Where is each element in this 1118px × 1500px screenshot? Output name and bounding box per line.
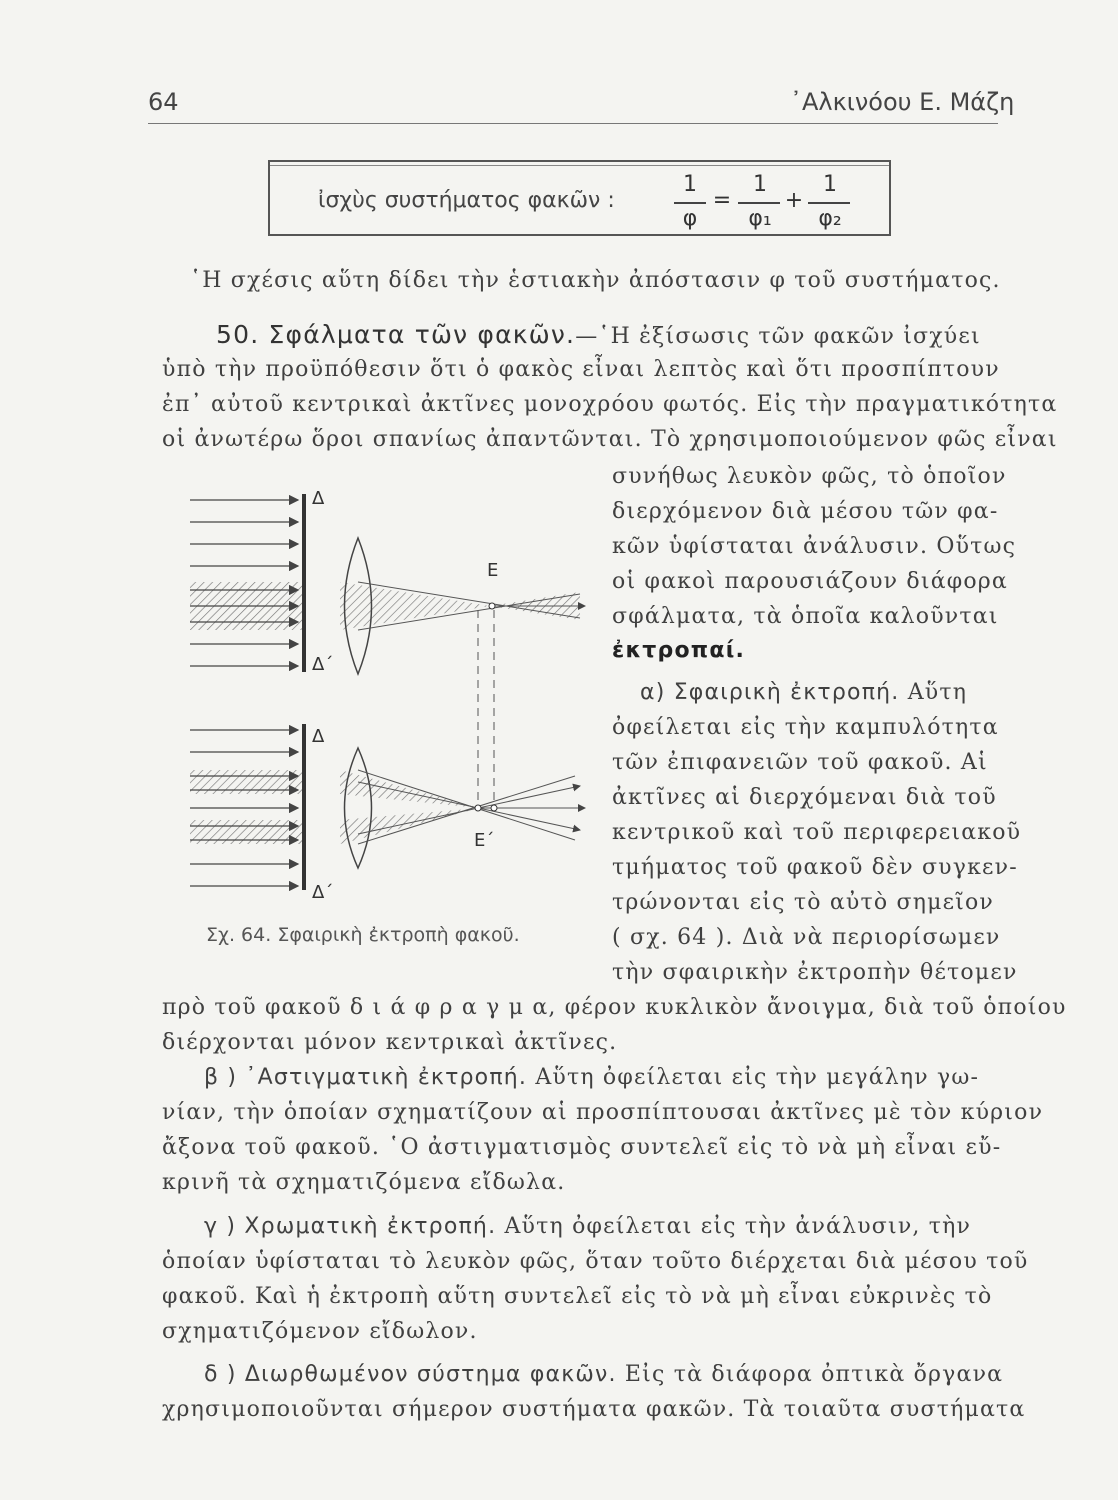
gamma-line: φακοῦ. Καὶ ἡ ἐκτροπὴ αὕτη συντελεῖ εἰς τὸ νὰ μὴ εἶναι εὐκρινὲς τὸ: [162, 1284, 993, 1309]
section-heading: 50. Σφάλματα τῶν φακῶν.: [216, 320, 576, 349]
hatched-cone: [340, 582, 490, 630]
delta-line: χρησιμοποιοῦνται σήμερον συστήματα φακῶν. Τὰ τοιαῦτα συστήματα: [162, 1397, 1026, 1422]
gamma-marker: γ ): [204, 1214, 237, 1239]
term-ektropai: ἐκτροπαί.: [612, 638, 746, 663]
label-d-bottom: Δ΄: [312, 882, 334, 903]
beta-line: νίαν, τὴν ὁποίαν σχηματίζουν αἱ προσπίπτουσαι ἀκτῖνες μὲ τὸν κύριον: [162, 1100, 1044, 1125]
section-line: ὑπὸ τὴν προϋπόθεσιν ὅτι ὁ φακὸς εἶναι λεπτὸς καὶ ὅτι προσπίπτουν: [162, 357, 1000, 382]
gamma-line: ὁποίαν ὑφίσταται τὸ λευκὸν φῶς, ὅταν τοῦτο διέρχεται διὰ μέσου τοῦ: [162, 1249, 1029, 1274]
hatched-cone: [340, 808, 480, 844]
focus-point: [489, 603, 495, 609]
label-e-prime: Ε΄: [474, 830, 495, 851]
alpha-title: Σφαιρικὴ ἐκτροπή.: [673, 680, 900, 705]
alpha-line: ὀφείλεται εἰς τὴν καμπυλότητα: [612, 715, 999, 740]
right-col-line: διερχόμενον διὰ μέσου τῶν φα-: [612, 499, 999, 524]
delta-first-line: [204, 1360, 1003, 1390]
lens-outline: [345, 748, 372, 868]
label-d-bottom: Δ΄: [312, 654, 334, 675]
formula-lhs-bar: [674, 202, 706, 204]
figure-spherical-aberration: [180, 470, 600, 920]
formula-lhs-numerator: 1: [683, 172, 697, 197]
alpha-line: τρώνονται εἰς τὸ αὐτὸ σημεῖον: [612, 890, 995, 915]
alpha-full-line: διέρχονται μόνον κεντρικαὶ ἀκτῖνες.: [162, 1030, 618, 1055]
gamma-first-line: [204, 1212, 971, 1242]
section-line: ἐπ᾽ αὐτοῦ κεντρικαὶ ἀκτῖνες μονοχρόου φωτός. Εἰς τὴν πραγματικότητα: [162, 392, 1058, 417]
gamma-first-tail: Αὕτη ὀφείλεται εἰς τὴν ἀνάλυσιν, τὴν: [504, 1214, 972, 1239]
section-heading-rest: —῾Η ἐξίσωσις τῶν φακῶν ἰσχύει: [575, 324, 981, 349]
right-col-line: κῶν ὑφίσταται ἀνάλυσιν. Οὕτως: [612, 534, 1017, 559]
bottom-diagram: [190, 724, 585, 903]
label-e: Ε: [487, 560, 499, 581]
delta-first-tail: Εἰς τὰ διάφορα ὀπτικὰ ὄργανα: [624, 1362, 1004, 1387]
page-number: 64: [148, 88, 179, 116]
alpha-marker: α): [640, 680, 666, 705]
formula-t1-denominator: φ₁: [748, 206, 772, 231]
alpha-first-tail: Αὕτη: [907, 680, 968, 705]
intro-line: ῾Η σχέσις αὕτη δίδει τὴν ἑστιακὴν ἀπόστασιν φ τοῦ συστήματος.: [190, 268, 1001, 293]
refracted-rays: [358, 770, 585, 844]
formula-lhs-denominator: φ: [682, 206, 698, 231]
delta-marker: δ ): [204, 1362, 237, 1387]
incident-rays: [190, 730, 298, 886]
formula-plus: +: [784, 188, 804, 213]
right-col-line: σφάλματα, τὰ ὁποῖα καλοῦνται: [612, 604, 999, 629]
beta-line: κρινῆ τὰ σχηματιζόμενα εἴδωλα.: [162, 1170, 566, 1195]
beta-title: ᾽Αστιγματικὴ ἐκτροπή.: [245, 1065, 528, 1090]
formula-t1-numerator: 1: [753, 172, 767, 197]
focus-point: [475, 805, 481, 811]
formula-t2-numerator: 1: [823, 172, 837, 197]
section-line: οἱ ἀνωτέρω ὅροι σπανίως ἀπαντῶνται. Τὸ χρησιμοποιούμενον φῶς εἶναι: [162, 427, 1058, 452]
top-diagram: [190, 488, 585, 675]
formula-t2-denominator: φ₂: [818, 206, 842, 231]
gamma-title: Χρωματικὴ ἐκτροπή.: [244, 1214, 497, 1239]
alpha-line: κεντρικοῦ καὶ τοῦ περιφερειακοῦ: [612, 820, 1022, 845]
section-heading-line: [216, 320, 981, 352]
alpha-line: ἀκτῖνες αἱ διερχόμεναι διὰ τοῦ: [612, 785, 997, 810]
formula-t1-bar: [738, 202, 780, 204]
focus-point: [491, 805, 497, 811]
right-col-line: οἱ φακοὶ παρουσιάζουν διάφορα: [612, 569, 1008, 594]
label-d-top: Δ: [312, 488, 325, 509]
beta-first-tail: Αὕτη ὀφείλεται εἰς τὴν μεγάλην γω-: [535, 1065, 980, 1090]
gamma-line: σχηματιζόμενον εἴδωλον.: [162, 1319, 478, 1344]
alpha-first-line: [640, 678, 967, 708]
beta-first-line: [204, 1063, 979, 1093]
alpha-line: τὴν σφαιρικὴν ἐκτροπὴν θέτομεν: [612, 960, 1018, 985]
figure-caption: Σχ. 64. Σφαιρικὴ ἐκτροπὴ φακοῦ.: [206, 924, 520, 946]
formula-t2-bar: [808, 202, 850, 204]
right-col-line: συνήθως λευκὸν φῶς, τὸ ὁποῖον: [612, 464, 1007, 489]
formula-label: ἰσχὺς συστήματος φακῶν :: [318, 188, 615, 213]
running-header-author: ᾽Αλκινόου Ε. Μάζη: [790, 88, 1015, 116]
alpha-line: τῶν ἐπιφανειῶν τοῦ φακοῦ. Αἱ: [612, 750, 988, 775]
delta-title: Διωρθωμένον σύστημα φακῶν.: [244, 1362, 617, 1387]
beta-marker: β ): [204, 1065, 238, 1090]
beta-line: ἄξονα τοῦ φακοῦ. ῾Ο ἀστιγματισμὸς συντελεῖ εἰς τὸ νὰ μὴ εἶναι εὔ-: [162, 1135, 1002, 1160]
alpha-line: ( σχ. 64 ). Διὰ νὰ περιορίσωμεν: [612, 925, 1001, 950]
formula-equals: =: [712, 188, 732, 213]
alpha-full-line: πρὸ τοῦ φακοῦ δ ι ά φ ρ α γ μ α, φέρον κυκλικὸν ἄνοιγμα, διὰ τοῦ ὁποίου: [162, 995, 1067, 1020]
header-rule: [148, 123, 998, 124]
label-d-top: Δ: [312, 726, 325, 747]
alpha-line: τμήματος τοῦ φακοῦ δὲν συγκεν-: [612, 855, 1018, 880]
